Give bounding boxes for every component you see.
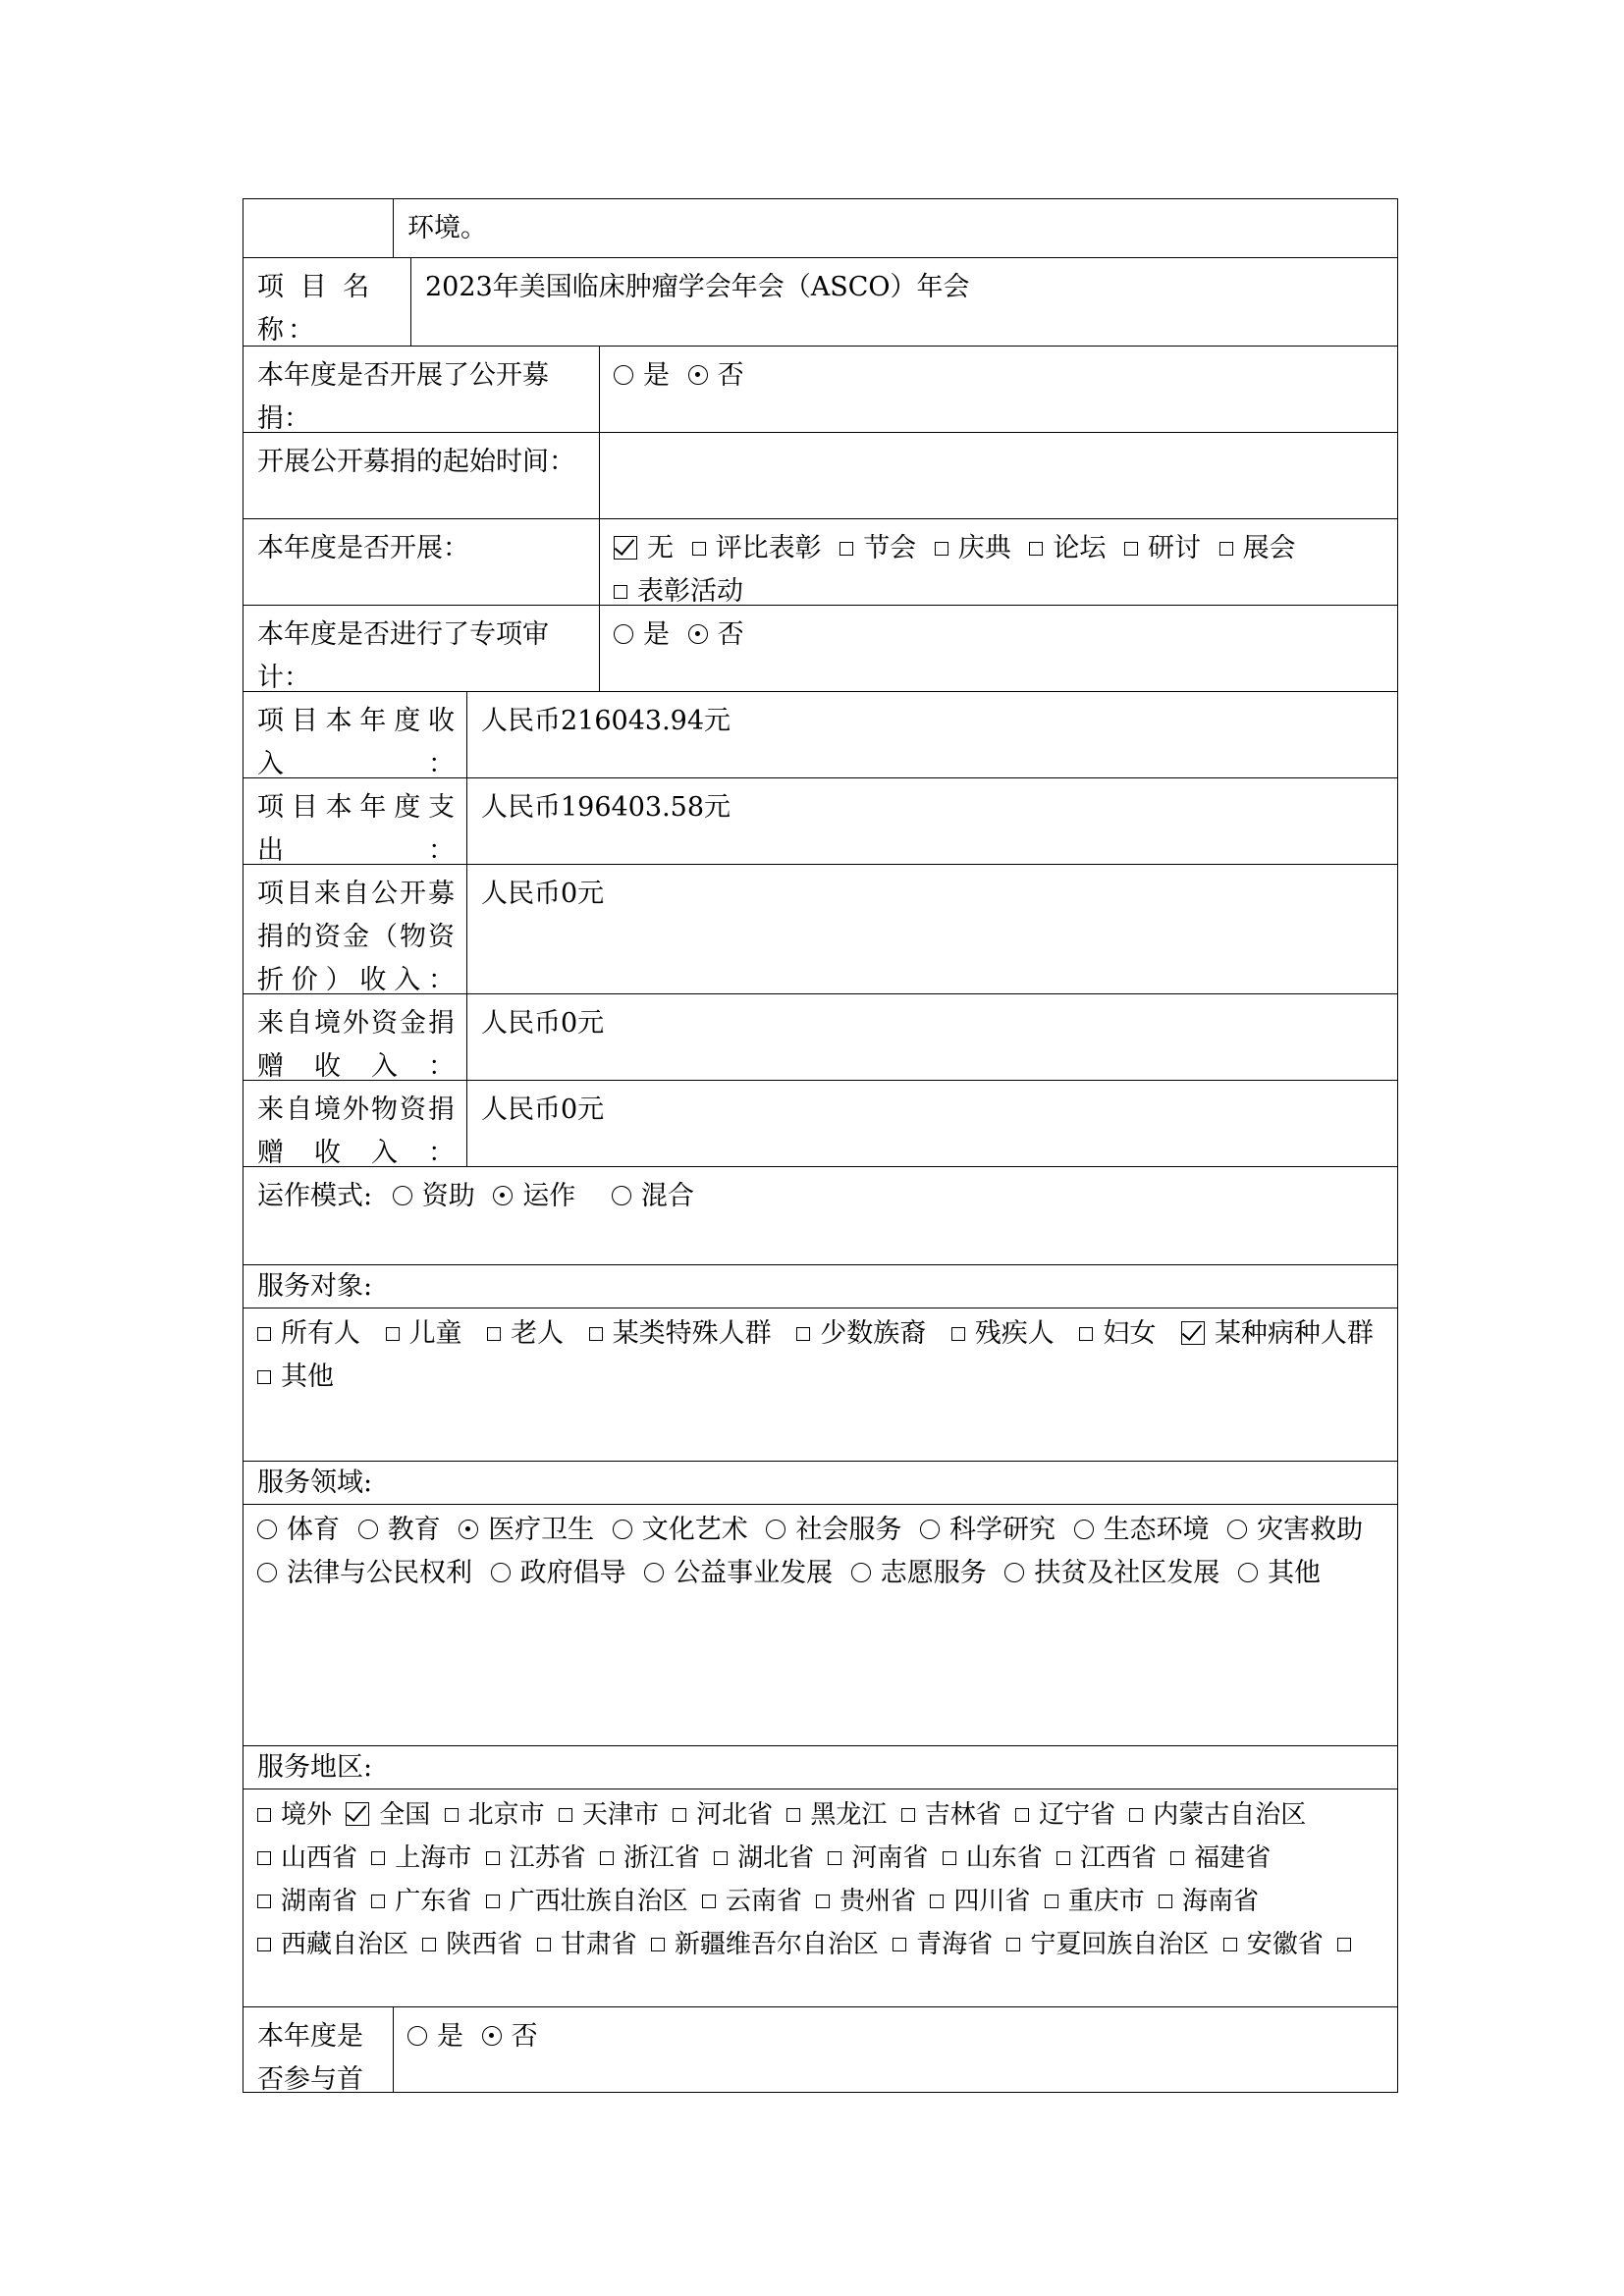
participation-label: 本年度是否参与首	[257, 2021, 363, 2092]
checkbox-icon	[1124, 542, 1138, 556]
checkbox-icon	[1056, 1851, 1070, 1865]
annual-expense-value: 人民币196403.58元	[481, 792, 731, 823]
checkbox-icon	[930, 1895, 944, 1908]
checkbox-icon	[1223, 1938, 1237, 1951]
option-children[interactable]: 儿童	[386, 1312, 462, 1356]
option-ecology[interactable]: 生态环境	[1074, 1509, 1210, 1552]
row-operation-mode	[243, 1166, 1398, 1264]
checkbox-icon	[257, 1808, 271, 1822]
radio-icon	[614, 624, 633, 644]
radio-icon	[257, 1563, 277, 1582]
row-service-field-options	[243, 1504, 1398, 1745]
operation-mode-cell	[244, 1167, 1397, 1264]
checkbox-icon	[943, 1851, 956, 1865]
checkbox-icon	[1170, 1851, 1184, 1865]
area-qinghai[interactable]: 青海省	[893, 1923, 993, 1966]
row-service-target-options	[243, 1308, 1398, 1461]
checkbox-icon	[371, 1895, 385, 1908]
checkbox-icon	[935, 542, 948, 556]
row-annual-income	[243, 691, 1398, 777]
radio-icon	[614, 365, 633, 385]
checkbox-icon	[1337, 1938, 1351, 1951]
checkbox-icon	[786, 1808, 800, 1822]
checkbox-icon	[796, 1327, 810, 1341]
radio-icon	[920, 1520, 940, 1539]
events-label: 本年度是否开展：	[257, 533, 469, 563]
service-target-options-cell	[244, 1308, 1397, 1461]
row-service-area-options	[243, 1789, 1398, 2006]
option-women[interactable]: 妇女	[1079, 1312, 1156, 1356]
public-fund-income-value: 人民币0元	[481, 879, 605, 909]
service-field-label: 服务领域:	[257, 1468, 373, 1498]
checkbox-icon	[1029, 542, 1043, 556]
option-special-group[interactable]: 某类特殊人群	[589, 1312, 772, 1356]
option-gov-advocacy[interactable]: 政府倡导	[491, 1552, 626, 1595]
row-annual-expense	[243, 777, 1398, 864]
option-volunteer[interactable]: 志愿服务	[851, 1552, 987, 1595]
row-service-target-heading	[243, 1264, 1398, 1308]
option-law-rights[interactable]: 法律与公民权利	[257, 1552, 472, 1595]
label-cell	[244, 778, 466, 864]
checkbox-icon	[486, 1851, 500, 1865]
area-gansu[interactable]: 甘肃省	[537, 1923, 637, 1966]
option-other[interactable]: 其他	[257, 1356, 334, 1399]
option-funding[interactable]: 资助	[393, 1175, 475, 1218]
checkbox-icon	[445, 1808, 459, 1822]
option-yes[interactable]: 是	[614, 354, 670, 398]
area-shandong[interactable]: 山东省	[943, 1837, 1043, 1880]
checkbox-icon	[1159, 1895, 1172, 1908]
option-commendation[interactable]: 表彰活动	[614, 570, 743, 605]
area-chongqing[interactable]: 重庆市	[1045, 1880, 1145, 1923]
row-special-audit	[243, 605, 1398, 691]
annual-income-label: 项目本年度收入：	[257, 706, 455, 777]
row-participation	[243, 2006, 1398, 2093]
area-guangdong[interactable]: 广东省	[371, 1880, 471, 1923]
operation-mode-label: 运作模式:	[257, 1181, 373, 1211]
radio-selected-icon	[493, 1186, 513, 1205]
option-operation[interactable]: 运作	[493, 1175, 575, 1218]
checkbox-icon	[257, 1895, 271, 1908]
radio-icon	[1238, 1563, 1258, 1582]
radio-icon	[644, 1563, 664, 1582]
option-festival[interactable]: 节会	[839, 527, 916, 570]
radio-icon	[851, 1563, 871, 1582]
service-field-heading-cell	[244, 1462, 1397, 1504]
radio-selected-icon	[459, 1520, 478, 1539]
area-shanxi[interactable]: 山西省	[257, 1837, 357, 1880]
radio-icon	[491, 1563, 511, 1582]
checkbox-icon	[257, 1370, 271, 1384]
project-name-value: 2023年美国临床肿瘤学会年会（ASCO）年会	[425, 272, 970, 302]
checkbox-icon	[1219, 542, 1233, 556]
area-jilin[interactable]: 吉林省	[901, 1793, 1001, 1837]
area-fujian[interactable]: 福建省	[1170, 1837, 1271, 1880]
checkbox-icon	[1079, 1327, 1093, 1341]
area-national[interactable]: 全国	[346, 1793, 430, 1837]
overseas-goods-label: 来自境外物资捐赠收入：	[257, 1095, 455, 1166]
service-area-label: 服务地区:	[257, 1752, 373, 1783]
label-cell	[244, 519, 599, 605]
area-guangxi[interactable]: 广西壮族自治区	[486, 1880, 688, 1923]
option-sports[interactable]: 体育	[257, 1509, 340, 1552]
radio-icon	[407, 2026, 427, 2046]
checkbox-icon	[589, 1327, 603, 1341]
checkbox-icon	[1129, 1808, 1143, 1822]
project-name-label: 项 目 名称：	[257, 272, 374, 346]
area-overseas[interactable]: 境外	[257, 1793, 332, 1837]
checkbox-icon	[422, 1938, 436, 1951]
option-disaster-relief[interactable]: 灾害救助	[1227, 1509, 1363, 1552]
area-sichuan[interactable]: 四川省	[930, 1880, 1030, 1923]
area-shaanxi[interactable]: 陕西省	[422, 1923, 522, 1966]
service-target-heading-cell	[244, 1265, 1397, 1308]
row-project-name	[243, 257, 1398, 346]
option-elderly[interactable]: 老人	[487, 1312, 564, 1356]
annual-expense-label: 项目本年度支出：	[257, 792, 455, 864]
option-yes[interactable]: 是	[407, 2015, 463, 2058]
option-none[interactable]: 无	[614, 527, 674, 570]
label-cell	[244, 865, 466, 993]
checkbox-icon	[371, 1851, 385, 1865]
area-jiangsu[interactable]: 江苏省	[486, 1837, 586, 1880]
radio-icon	[1227, 1520, 1247, 1539]
label-cell	[244, 606, 599, 691]
option-science[interactable]: 科学研究	[920, 1509, 1056, 1552]
checkbox-icon	[839, 542, 853, 556]
area-jiangxi[interactable]: 江西省	[1056, 1837, 1157, 1880]
checkbox-icon	[386, 1327, 400, 1341]
option-seminar[interactable]: 研讨	[1124, 527, 1201, 570]
option-yes[interactable]: 是	[614, 614, 670, 657]
value-cell	[466, 1081, 1397, 1166]
area-inner-mongolia[interactable]: 内蒙古自治区	[1129, 1793, 1306, 1837]
checkbox-icon	[828, 1851, 841, 1865]
checkbox-icon	[257, 1851, 271, 1865]
fundraising-start-label: 开展公开募捐的起始时间：	[257, 447, 575, 477]
label-cell	[244, 692, 466, 777]
value-text: 环境。	[407, 213, 487, 243]
checkbox-icon	[901, 1808, 915, 1822]
service-field-options-cell	[244, 1505, 1397, 1745]
area-heilongjiang[interactable]: 黑龙江	[786, 1793, 887, 1837]
radio-icon	[358, 1520, 378, 1539]
area-shanghai[interactable]: 上海市	[371, 1837, 471, 1880]
annual-income-value: 人民币216043.94元	[481, 706, 731, 736]
radio-icon	[612, 1186, 631, 1205]
value-cell	[393, 199, 1397, 257]
option-no[interactable]: 否	[688, 354, 744, 398]
area-xinjiang[interactable]: 新疆维吾尔自治区	[651, 1923, 879, 1966]
radio-icon	[613, 1520, 632, 1539]
radio-selected-icon	[688, 624, 708, 644]
option-education[interactable]: 教育	[358, 1509, 441, 1552]
checkbox-icon	[893, 1938, 906, 1951]
checkbox-icon	[816, 1895, 830, 1908]
area-hubei[interactable]: 湖北省	[714, 1837, 814, 1880]
checkbox-checked-icon	[614, 536, 637, 560]
value-cell	[466, 865, 1397, 993]
checkbox-icon	[257, 1938, 271, 1951]
checkbox-checked-icon	[346, 1802, 369, 1826]
checkbox-icon	[559, 1808, 572, 1822]
checkbox-icon	[487, 1327, 501, 1341]
overseas-fund-value: 人民币0元	[481, 1008, 605, 1039]
checkbox-icon	[537, 1938, 551, 1951]
radio-icon	[393, 1186, 412, 1205]
checkbox-icon	[1045, 1895, 1058, 1908]
option-exhibition[interactable]: 展会	[1219, 527, 1296, 570]
checkbox-icon	[692, 542, 706, 556]
checkbox-icon	[1015, 1808, 1029, 1822]
label-cell	[244, 433, 599, 518]
checkbox-icon	[714, 1851, 728, 1865]
overseas-goods-value: 人民币0元	[481, 1095, 605, 1125]
checkbox-icon	[702, 1895, 716, 1908]
option-culture-art[interactable]: 文化艺术	[613, 1509, 748, 1552]
row-service-field-heading	[243, 1461, 1398, 1504]
option-disease-group[interactable]: 某种病种人群	[1181, 1312, 1374, 1356]
row-overseas-goods	[243, 1080, 1398, 1166]
option-celebration[interactable]: 庆典	[935, 527, 1011, 570]
area-tibet[interactable]: 西藏自治区	[257, 1923, 408, 1966]
radio-icon	[1004, 1563, 1024, 1582]
row-events	[243, 518, 1398, 605]
area-yunnan[interactable]: 云南省	[702, 1880, 802, 1923]
area-hunan[interactable]: 湖南省	[257, 1880, 357, 1923]
checkbox-checked-icon	[1181, 1321, 1205, 1345]
area-anhui[interactable]: 安徽省	[1223, 1923, 1324, 1966]
option-everyone[interactable]: 所有人	[257, 1312, 360, 1356]
value-cell	[410, 258, 1397, 346]
label-cell	[244, 994, 466, 1080]
checkbox-icon	[600, 1851, 614, 1865]
service-area-options-cell	[244, 1789, 1397, 2006]
value-cell	[599, 433, 1397, 518]
area-hainan[interactable]: 海南省	[1159, 1880, 1259, 1923]
public-fund-income-label: 项目来自公开募捐的资金（物资折价）收入：	[257, 879, 455, 993]
checkbox-icon	[614, 585, 627, 599]
option-mixed[interactable]: 混合	[612, 1175, 694, 1218]
area-henan[interactable]: 河南省	[828, 1837, 928, 1880]
area-hebei[interactable]: 河北省	[673, 1793, 773, 1837]
row-service-area-heading	[243, 1745, 1398, 1789]
option-award[interactable]: 评比表彰	[692, 527, 822, 570]
option-medical[interactable]: 医疗卫生	[459, 1509, 594, 1552]
row-public-fundraising	[243, 346, 1398, 432]
special-audit-label: 本年度是否进行了专项审计：	[257, 619, 549, 691]
option-social-service[interactable]: 社会服务	[766, 1509, 901, 1552]
label-cell	[244, 258, 410, 346]
option-disabled[interactable]: 残疾人	[951, 1312, 1055, 1356]
row-public-fund-income	[243, 864, 1398, 993]
area-blank[interactable]	[1337, 1923, 1361, 1966]
option-public-welfare[interactable]: 公益事业发展	[644, 1552, 833, 1595]
value-cell	[466, 692, 1397, 777]
area-liaoning[interactable]: 辽宁省	[1015, 1793, 1115, 1837]
service-target-label: 服务对象:	[257, 1271, 373, 1302]
label-cell	[244, 347, 599, 432]
option-no[interactable]: 否	[688, 614, 744, 657]
area-ningxia[interactable]: 宁夏回族自治区	[1006, 1923, 1209, 1966]
option-forum[interactable]: 论坛	[1029, 527, 1106, 570]
checkbox-icon	[257, 1327, 271, 1341]
area-tianjin[interactable]: 天津市	[559, 1793, 659, 1837]
checkbox-icon	[1006, 1938, 1020, 1951]
label-cell	[244, 2007, 393, 2092]
radio-selected-icon	[688, 365, 708, 385]
checkbox-icon	[486, 1895, 500, 1908]
options-cell	[599, 606, 1397, 691]
area-zhejiang[interactable]: 浙江省	[600, 1837, 700, 1880]
value-cell	[466, 994, 1397, 1080]
option-no[interactable]: 否	[482, 2015, 538, 2058]
options-cell	[599, 519, 1397, 605]
radio-icon	[766, 1520, 785, 1539]
service-area-heading-cell	[244, 1746, 1397, 1789]
value-cell	[466, 778, 1397, 864]
area-guizhou[interactable]: 贵州省	[816, 1880, 916, 1923]
option-other[interactable]: 其他	[1238, 1552, 1321, 1595]
options-cell	[393, 2007, 1397, 2092]
label-cell	[244, 1081, 466, 1166]
radio-icon	[257, 1520, 277, 1539]
checkbox-icon	[673, 1808, 686, 1822]
overseas-fund-label: 来自境外资金捐赠收入：	[257, 1008, 455, 1080]
checkbox-icon	[951, 1327, 965, 1341]
row-fundraising-start	[243, 432, 1398, 518]
row-environment-continued	[243, 198, 1398, 257]
public-fundraising-label: 本年度是否开展了公开募捐：	[257, 360, 549, 432]
row-overseas-fund	[243, 993, 1398, 1080]
radio-icon	[1074, 1520, 1094, 1539]
checkbox-icon	[651, 1938, 665, 1951]
area-beijing[interactable]: 北京市	[445, 1793, 545, 1837]
radio-selected-icon	[482, 2026, 502, 2046]
option-poverty-community[interactable]: 扶贫及社区发展	[1004, 1552, 1219, 1595]
option-ethnic-minority[interactable]: 少数族裔	[796, 1312, 926, 1356]
options-cell	[599, 347, 1397, 432]
